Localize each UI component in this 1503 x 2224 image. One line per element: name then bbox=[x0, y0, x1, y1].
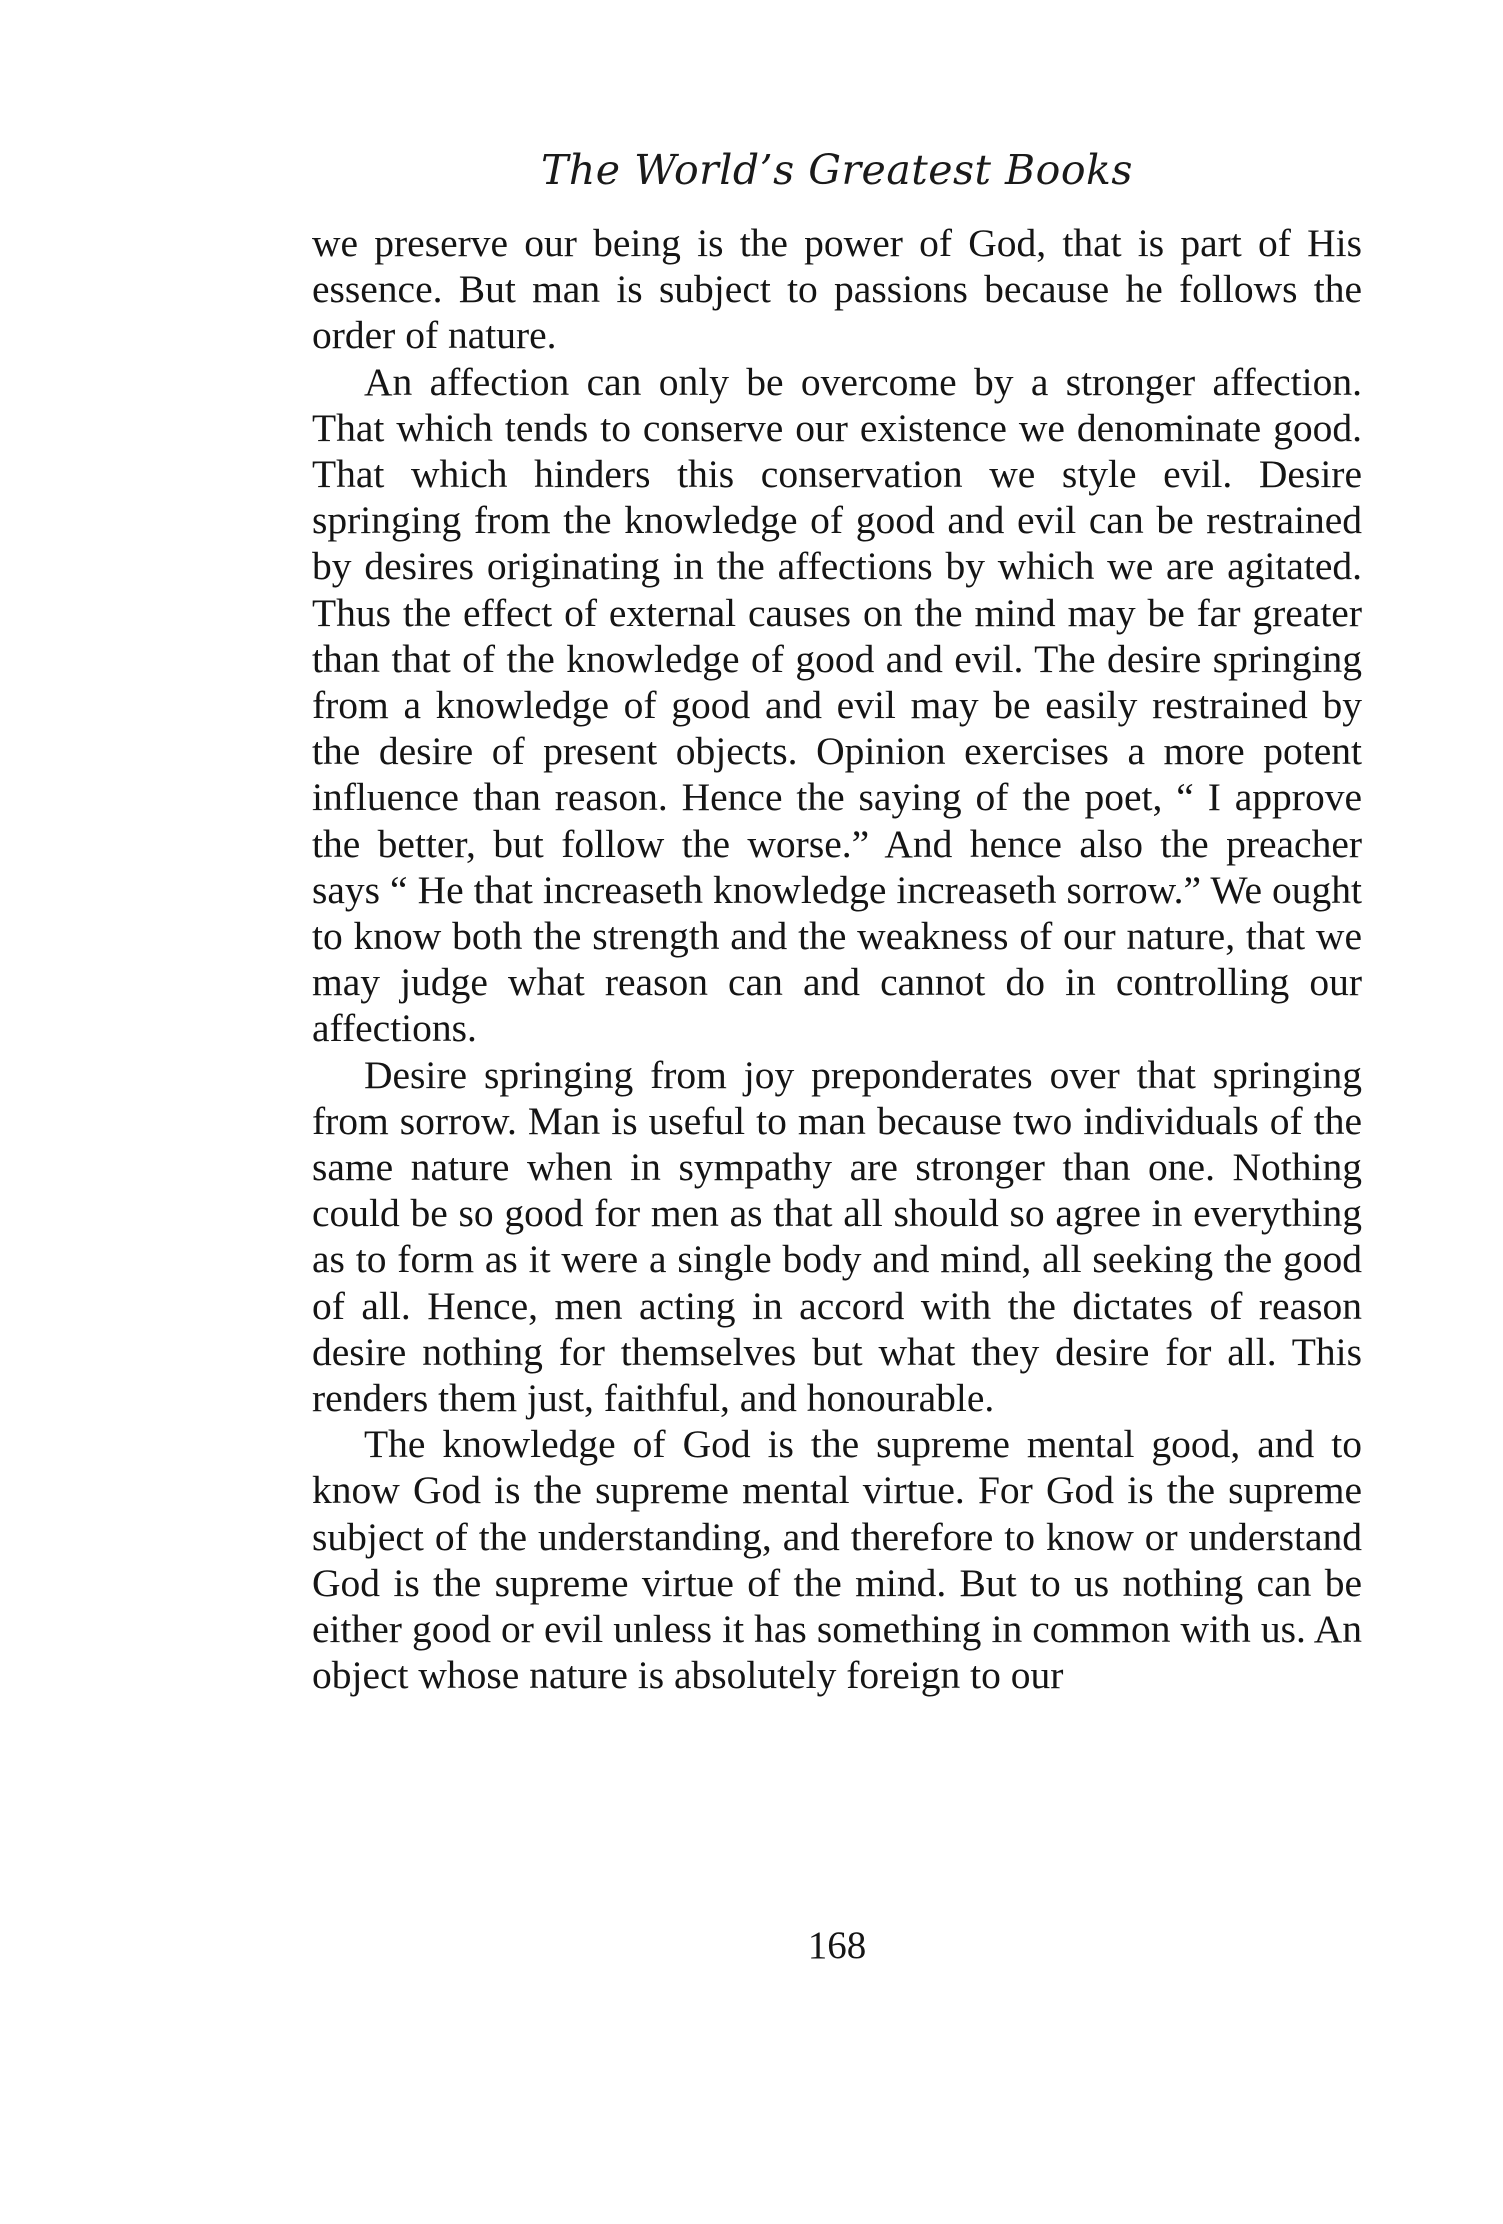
paragraph-affection: An affection can only be overcome by a stronger affection. That which tends to conserve our existence we denominate good. That which hinders this conservation we style evil. Desire springing from the knowledge of good and evil can be restrained by desires originating in the affections by which we are agitated. Thus the effect of external causes on the mind may be far greater than that of the knowledge of good and evil. The desire springing from a knowledge of good and evil may be easily restrained by the desire of present objects. Opinion exercises a more potent influence than reason. Hence the saying of the poet, “ I approve the better, but follow the worse.” And hence also the preacher says “ He that increaseth knowledge increaseth sorrow.” We ought to know both the strength and the weakness of our nature, that we may judge what reason can and cannot do in controlling our affections. bbox=[312, 359, 1362, 1051]
page-number: 168 bbox=[807, 1924, 867, 1967]
paragraph-desire-joy: Desire springing from joy preponderates over that springing from sorrow. Man is useful to man because two individuals of the same nature when in sympathy are stronger than one. Nothing could be so good for men as that all should so agree in everything as to form as it were a single body and mind, all seeking the good of all. Hence, men acting in accord with the dictates of reason desire nothing for themselves but what they desire for all. This renders them just, faithful, and honourable. bbox=[312, 1052, 1362, 1421]
paragraph-continuation: we preserve our being is the power of God, that is part of His essence. But man is subject to passions because he follows the order of nature. bbox=[312, 221, 1362, 358]
paragraph-knowledge-of-god: The knowledge of God is the supreme mental good, and to know God is the supreme mental virtue. For God is the supreme subject of the understanding, and therefore to know or understand God is the supreme virtue of the mind. But to us nothing can be either good or evil unless it has something in common with us. An object whose nature is absolutely foreign to our bbox=[312, 1422, 1362, 1698]
body-text bbox=[312, 220, 1362, 1699]
running-head-title: The World’s Greatest Books bbox=[541, 146, 1133, 194]
